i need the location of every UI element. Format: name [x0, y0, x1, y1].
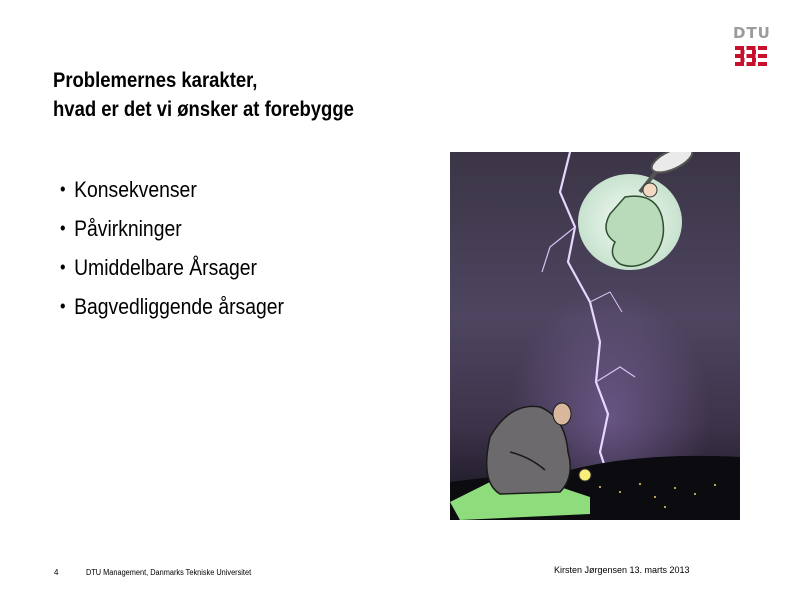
title-line-1: Problemernes karakter, — [53, 69, 258, 92]
bullet-dot: • — [60, 218, 66, 238]
bullet-dot: • — [60, 296, 66, 316]
bullet-text: Konsekvenser — [74, 177, 197, 202]
dtu-logo-mark — [733, 24, 769, 72]
slide-title — [53, 66, 423, 124]
bullet-item — [60, 248, 284, 287]
bullet-dot: • — [60, 179, 66, 199]
bullet-text: Bagvedliggende årsager — [74, 294, 284, 319]
bullet-text: Umiddelbare Årsager — [74, 255, 258, 280]
bullet-item — [60, 170, 284, 209]
lightning-clipart-image — [450, 152, 740, 520]
footer-author-date: Kirsten Jørgensen 13. marts 2013 — [554, 565, 690, 575]
dtu-logo — [733, 24, 769, 72]
footer-organization: DTU Management, Danmarks Tekniske Universitet — [86, 568, 252, 577]
dtu-logo-text: DTU — [733, 24, 771, 42]
bullet-item — [60, 209, 284, 248]
bullet-list — [60, 170, 315, 326]
page-number: 4 — [54, 568, 59, 577]
bullet-text: Påvirkninger — [74, 216, 182, 241]
bullet-dot: • — [60, 257, 66, 277]
title-line-2: hvad er det vi ønsker at forebygge — [53, 98, 354, 121]
bullet-item — [60, 287, 284, 326]
